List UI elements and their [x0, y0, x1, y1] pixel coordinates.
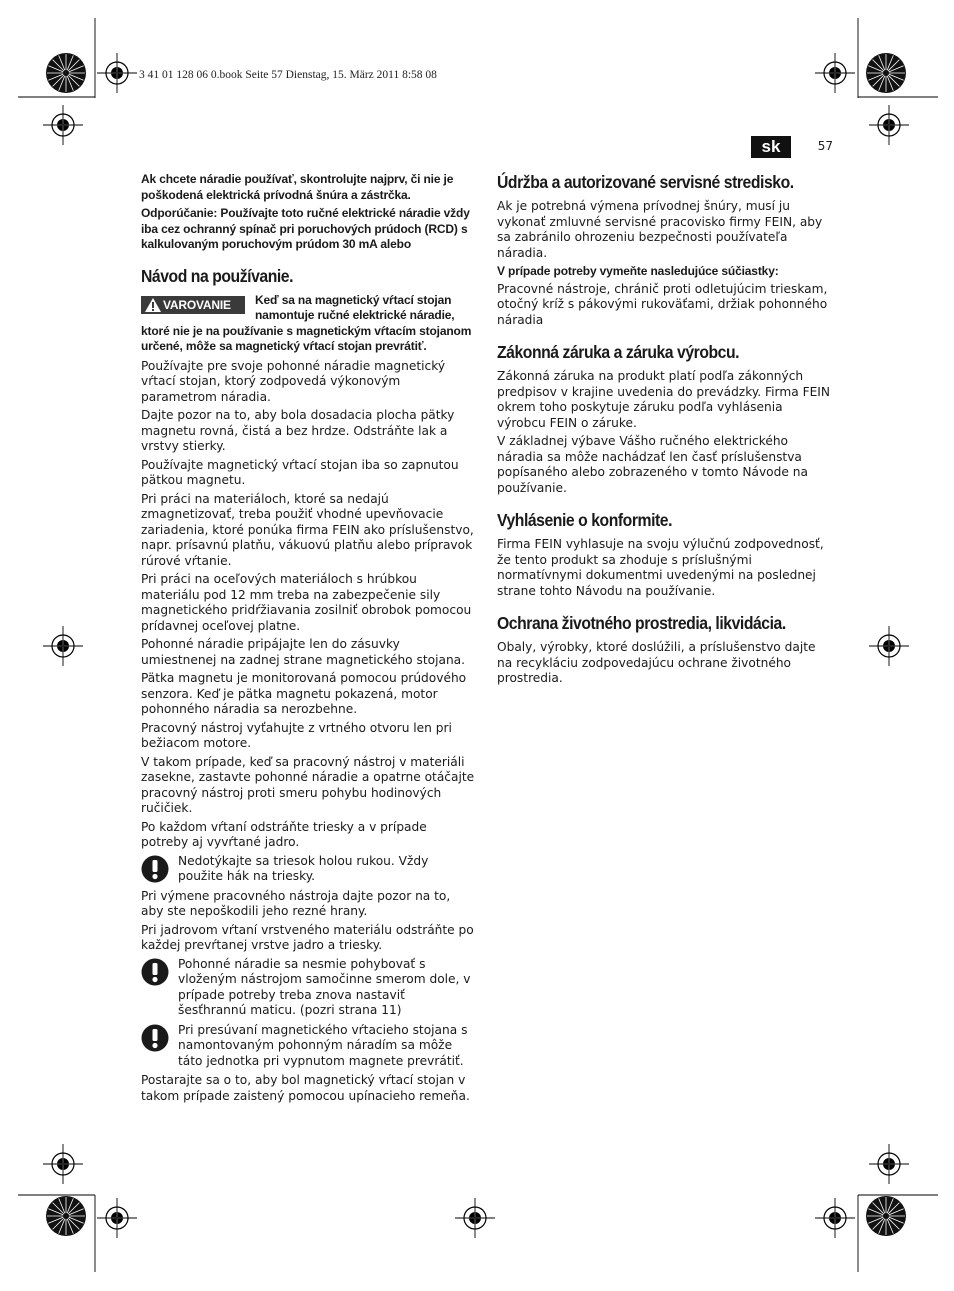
radial-color-target-icon [46, 53, 86, 93]
book-info: 3 41 01 128 06 0.book Seite 57 Dienstag, 15. März 2011 8:58 08 [139, 69, 437, 81]
paragraph: Ak je potrebná výmena prívodnej šnúry, musí ju vykonať zmluvné servisné pracovisko firmy FEIN, aby sa zabránilo ohrozeniu bezpečnosti používateľa náradia. [497, 199, 823, 260]
exclamation-note-icon [141, 1024, 169, 1052]
registration-mark-icon [815, 1198, 855, 1238]
warning-text: Keď sa na magnetický vŕtací stojan namontuje ručné elektrické náradie, ktoré nie je na používanie s magnetickým vŕtacím stojanom určené, môže sa magnetický vŕtací stojan prevrátiť. [141, 292, 472, 353]
paragraph: Pohonné náradie pripájajte len do zásuvky umiestnenej na zadnej strane magnetického stojana. [141, 637, 466, 667]
parts-heading: V prípade potreby vymeňte nasledujúce súčiastky: [497, 264, 779, 278]
paragraph: V takom prípade, keď sa pracovný nástroj v materiáli zasekne, zastavte pohonné náradie a opatrne otáčajte pracovný nástroj proti smeru pohybu hodinových ručičiek. [141, 754, 475, 815]
language-badge: sk [751, 136, 791, 158]
section-heading-usage: Návod na používanie. [141, 265, 294, 286]
note-item [141, 957, 475, 1019]
intro-warning-text: Ak chcete náradie používať, skontrolujte najprv, či nie je poškodená elektrická prívodná šnúra a zástrčka. [141, 172, 454, 202]
note-item [141, 854, 475, 885]
right-column [497, 172, 833, 690]
paragraph: Používajte pre svoje pohonné náradie magnetický vŕtací stojan, ktorý zodpovedá výkonovým parametrom náradia. [141, 358, 446, 404]
paragraph: Zákonná záruka na produkt platí podľa zákonných predpisov v krajine uvedenia do prevádzky. Firma FEIN okrem toho poskytuje záruku podľa vyhlásenia výrobcu FEIN o záruke. [497, 369, 830, 430]
registration-mark-icon [869, 105, 909, 145]
section-heading-warranty: Zákonná záruka a záruka výrobcu. [497, 342, 740, 362]
paragraph: Dajte pozor na to, aby bola dosadacia plocha pätky magnetu rovná, čistá a bez hrdze. Odstráňte lak a vrstvy stierky. [141, 408, 455, 453]
note-item [141, 1023, 475, 1070]
paragraph: Pracovné nástroje, chránič proti odletujúcim trieskam, otočný kríž s pákovými rukoväťami, držiak pohonného náradia [497, 281, 828, 327]
registration-mark-icon [43, 626, 83, 666]
note-text: Pohonné náradie sa nesmie pohybovať s vloženým nástrojom samočinne smerom dole, v prípade potreby treba znova nastaviť šesťhrannú maticu. (pozri strana 11) [178, 956, 471, 1017]
paragraph: Obaly, výrobky, ktoré doslúžili, a príslušenstvo dajte na recykláciu zodpovedajúcu ochrane životného prostredia. [497, 640, 816, 685]
paragraph: Firma FEIN vyhlasuje na svoju výlučnú zodpovednosť, že tento produkt sa zhoduje s príslušnými normatívnymi dokumentmi uvedenými na poslednej strane tohto Návodu na používanie. [497, 537, 824, 598]
paragraph: Pracovný nástroj vyťahujte z vrtného otvoru len pri bežiacom motore. [141, 720, 452, 750]
registration-mark-icon [455, 1198, 495, 1238]
radial-color-target-icon [866, 1196, 906, 1236]
registration-mark-icon [97, 53, 137, 93]
paragraph: Pri výmene pracovného nástroja dajte pozor na to, aby ste nepoškodili jeho rezné hrany. [141, 888, 451, 918]
note-text: Nedotýkajte sa triesok holou rukou. Vždy použite hák na triesky. [178, 853, 429, 883]
exclamation-note-icon [141, 958, 169, 986]
paragraph: Pri jadrovom vŕtaní vrstveného materiálu odstráňte po každej prevŕtanej vrstve jadro a triesky. [141, 922, 474, 952]
paragraph: Používajte magnetický vŕtací stojan iba so zapnutou pätkou magnetu. [141, 457, 459, 487]
registration-mark-icon [43, 1144, 83, 1184]
registration-mark-icon [97, 1198, 137, 1238]
section-heading-conformity: Vyhlásenie o konformite. [497, 510, 673, 530]
left-column [141, 172, 475, 1107]
paragraph: Pri práci na oceľových materiáloch s hrúbkou materiálu pod 12 mm treba na zabezpečenie sily magnetického pridŕžiavania zosilniť obrobok pomocou prídavnej oceľovej platne. [141, 572, 472, 633]
paragraph: Pätka magnetu je monitorovaná pomocou prúdového senzora. Keď je pätka magnetu pokazená, motor pohonného náradia sa nerozbehne. [141, 671, 467, 716]
paragraph: Postarajte sa o to, aby bol magnetický vŕtací stojan v takom prípade zaistený pomocou upínacieho remeňa. [141, 1073, 470, 1103]
registration-mark-icon [869, 1144, 909, 1184]
warning-triangle-icon [144, 297, 162, 313]
page-number: 57 [817, 139, 833, 153]
intro-recommendation-text: Odporúčanie: Používajte toto ručné elektrické náradie vždy iba cez ochranný spínač pri poruchových prúdoch (RCD) s kalkulovaným poruchovým prúdom 30 mA alebo [141, 206, 470, 251]
section-heading-maintenance: Údržba a autorizované servisné stredisko. [497, 172, 794, 192]
section-heading-environment: Ochrana životného prostredia, likvidácia. [497, 613, 786, 633]
paragraph: Po každom vŕtaní odstráňte triesky a v prípade potreby aj vyvŕtané jadro. [141, 819, 427, 849]
warning-badge-label: VAROVANIE [163, 297, 231, 312]
radial-color-target-icon [46, 1196, 86, 1236]
note-text: Pri presúvaní magnetického vŕtacieho stojana s namontovaným pohonným náradím sa môže táto jednotka pri vypnutom magnete prevrátiť. [178, 1022, 468, 1068]
registration-mark-icon [815, 53, 855, 93]
registration-mark-icon [869, 626, 909, 666]
radial-color-target-icon [866, 53, 906, 93]
warning-block [141, 293, 475, 355]
registration-mark-icon [43, 105, 83, 145]
paragraph: Pri práci na materiáloch, ktoré sa nedajú zmagnetizovať, treba použiť vhodné upevňovacie zariadenia, ktoré ponúka firma FEIN ako príslušenstvo, napr. prísavnú platňu, vákuovú platňu alebo prípravok rúrové vŕtanie. [141, 491, 474, 568]
paragraph: V základnej výbave Vášho ručného elektrického náradia sa môže nachádzať len časť príslušenstva popísaného alebo zobrazeného v tomto Návode na používanie. [497, 434, 808, 495]
exclamation-note-icon [141, 855, 169, 883]
warning-badge [141, 296, 245, 314]
